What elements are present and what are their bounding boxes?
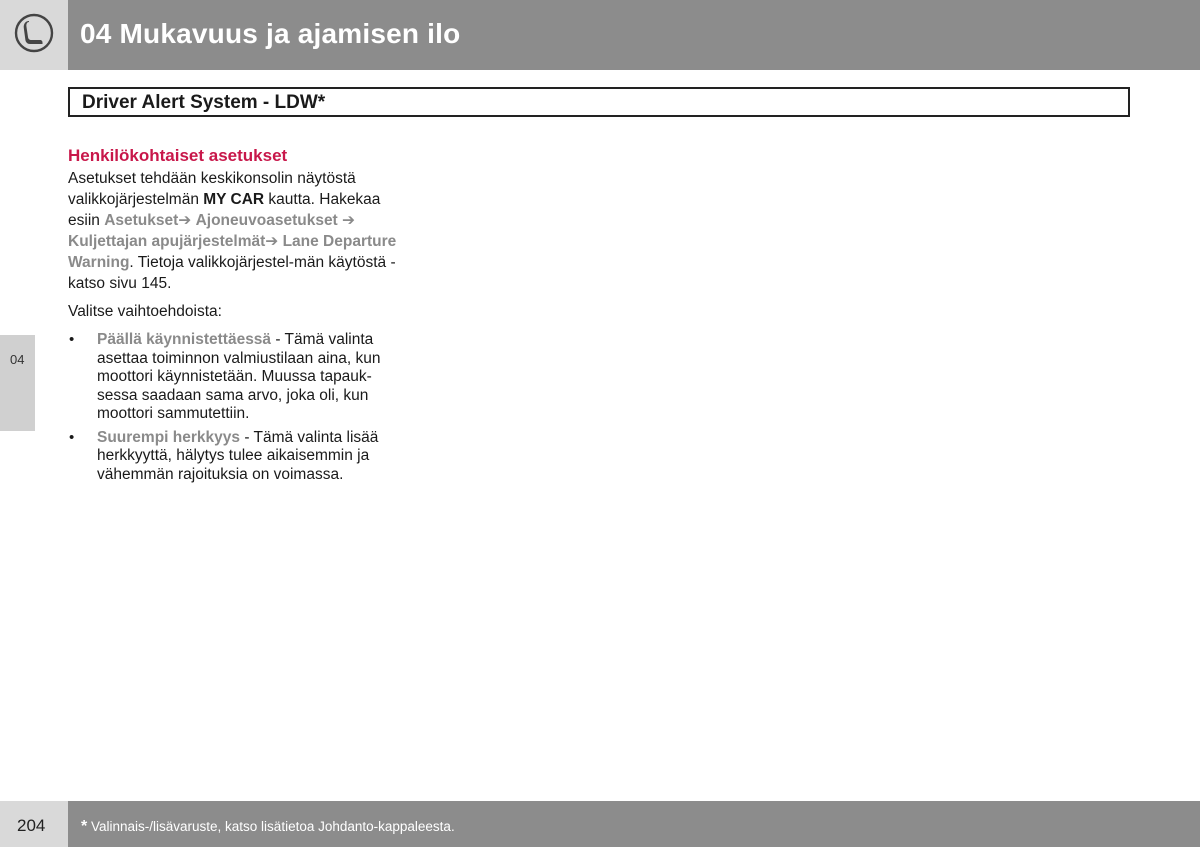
intro-text-1: Asetukset tehdään keskikonsolin näytöstä valikkojärjestelmän <box>68 170 356 208</box>
intro-text-3: . Tietoja valikkojärjestel-män käytöstä - katso sivu 145. <box>68 254 396 292</box>
intro-paragraph <box>68 168 403 294</box>
asterisk-mark: * <box>81 818 88 835</box>
options-list <box>68 331 403 484</box>
arrow-right-icon: ➔ <box>265 233 279 250</box>
menu-path-settings: Asetukset <box>104 212 179 229</box>
menu-path-lane-departure-warning: Lane Departure Warning <box>68 233 397 271</box>
list-item <box>68 429 403 485</box>
arrow-right-icon: ➔ <box>342 212 356 229</box>
options-intro: Valitse vaihtoehdoista: <box>68 303 222 320</box>
seat-icon <box>14 13 54 58</box>
chapter-tab-label: 04 <box>10 352 25 367</box>
footnote-text: Valinnais-/lisävaruste, katso lisätietoa Johdanto-kappaleesta. <box>87 819 455 834</box>
footnote <box>81 818 455 836</box>
subheading: Henkilökohtaiset asetukset <box>68 146 288 165</box>
option-term: Suurempi herkkyys <box>97 428 241 446</box>
option-term: Päällä käynnistettäessä <box>97 331 272 348</box>
section-title-box <box>68 87 1130 117</box>
menu-path-driver-support: Kuljettajan apujärjestelmät <box>68 233 266 250</box>
bullet-icon: • <box>69 331 75 348</box>
page-number: 204 <box>17 816 46 835</box>
intro-text-2: kautta. Hakekaa esiin <box>68 191 381 229</box>
section-title: Driver Alert System - LDW* <box>82 92 326 113</box>
list-item <box>68 331 403 424</box>
chapter-side-tab <box>0 335 35 431</box>
menu-path-vehicle-settings: Ajoneuvoasetukset <box>195 212 338 229</box>
footer-bar <box>68 801 1200 847</box>
arrow-right-icon: ➔ <box>178 212 192 229</box>
chapter-title: 04 Mukavuus ja ajamisen ilo <box>80 18 461 49</box>
my-car-label: MY CAR <box>203 191 265 208</box>
page-number-box <box>0 801 68 847</box>
option-description: - Tämä valinta lisää herkkyyttä, hälytys tulee aikaisemmin ja vähemmän rajoituksia on voimassa. <box>97 428 379 483</box>
bullet-icon: • <box>69 428 75 446</box>
option-description: - Tämä valinta asettaa toiminnon valmiustilaan aina, kun moottori käynnistetään. Muussa tapauk-sessa saadaan sama arvo, joka oli, kun moottori sammutettiin. <box>97 331 381 422</box>
main-content <box>68 145 403 489</box>
chapter-icon-box <box>0 0 68 70</box>
